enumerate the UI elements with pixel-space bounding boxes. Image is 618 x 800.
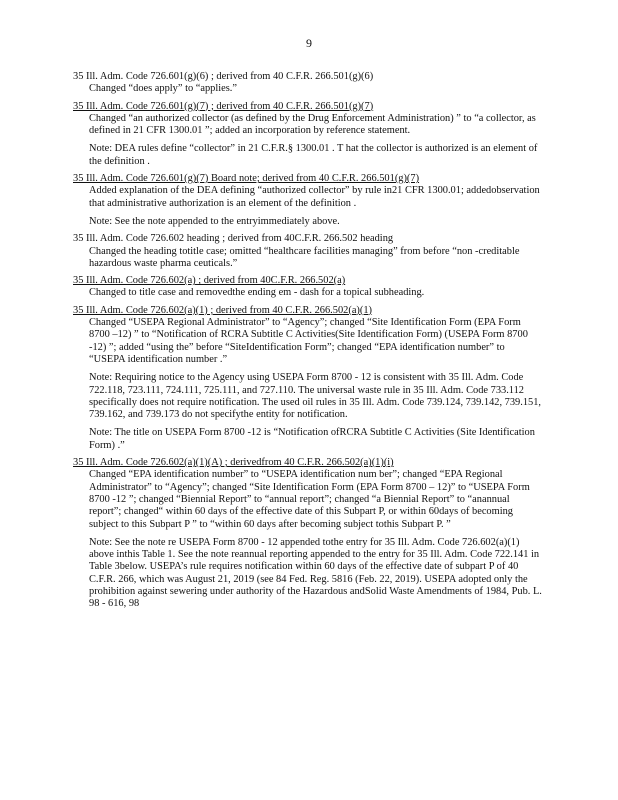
entry-change-description: Changed to title case and removedthe ending em - dash for a topical subheading. [89,287,425,299]
table-entry [73,173,543,228]
entry-change-description: Changed “USEPA Regional Administrator” to “Agency”; changed “Site Identification Form (EPA Form 8700 –12) ” to “Notification of RCRA Subtitle C Activities(Site Identification Form) (USEPA Form 8700 -12) ”; added “using the” before “SiteIdentification Form”; changed “EPA identification number” to “USEPA identification number .” [89,317,528,365]
entry-change-description: Changed the heading totitle case; omitted “healthcare facilities managing” from before “non -creditable hazardous waste pharma ceuticals.” [89,245,520,269]
table-entry [73,233,543,270]
table-entry [73,101,543,168]
entry-citation: 35 Ill. Adm. Code 726.601(g)(6) ; derived from 40 C.F.R. 266.501(g)(6) [73,71,374,82]
table-entry [73,305,543,452]
page-number: 9 [306,36,312,50]
entry-note: Note: DEA rules define “collector” in 21 C.F.R.§ 1300.01 . T hat the collector is authorized is an element of the definition . [89,143,538,167]
entry-note: Note: The title on USEPA Form 8700 -12 is “Notification ofRCRA Subtitle C Activities (Site Identification Form) .” [89,427,535,451]
entry-citation: 35 Ill. Adm. Code 726.602 heading ; derived from 40C.F.R. 266.502 heading [73,233,394,245]
table-entry [73,457,543,611]
entry-citation: 35 Ill. Adm. Code 726.602(a)(1)(A) ; derivedfrom 40 C.F.R. 266.502(a)(1)(i) [73,457,394,469]
entry-change-description: Changed “an authorized collector (as defined by the Drug Enforcement Administration) ” to “a collector, as defined in 21 CFR 1300.01 ”; added an incorporation by reference statement. [89,112,536,137]
table-entry [73,71,543,96]
table-entry [73,275,543,300]
entry-citation: 35 Ill. Adm. Code 726.602(a)(1) ; derived from 40 C.F.R. 266.502(a)(1) [73,304,373,316]
entry-note: Note: Requiring notice to the Agency using USEPA Form 8700 - 12 is consistent with 35 Ill. Adm. Code 722.118, 723.111, 724.111, 725.111, and 727.110. The universal waste rule in 35 Ill. Adm. Code 733.112 specifically does not require notification. The used oil rules in 35 Ill. Adm. Code 739.124, 739.142, 739.151, 739.162, and 739.173 do not specifythe entity for notification. [89,372,542,421]
entry-citation: 35 Ill. Adm. Code 726.601(g)(7) ; derived from 40 C.F.R. 266.501(g)(7) [73,100,374,112]
entry-note: Note: See the note appended to the entryimmediately above. [89,215,340,227]
entry-citation: 35 Ill. Adm. Code 726.601(g)(7) Board note; derived from 40 C.F.R. 266.501(g)(7) [73,173,420,185]
entry-change-description: Changed “does apply” to “applies.” [89,83,238,95]
entry-note: Note: See the note re USEPA Form 8700 - 12 appended tothe entry for 35 Ill. Adm. Code 726.602(a)(1) above inthis Table 1. See the note reannual reporting appended to the entry for 35 Ill. Adm. Code 722.141 in Table 3below. USEPA’s rule requires notification within 60 days of the effective date of subpart P of 40 C.F.R. 266, which was August 21, 2019 (see 84 Fed. Reg. 5816 (Feb. 22, 2019). USEPA adopted only the prohibition against sewering under authority of the Hazardous andSolid Waste Amendments of 1984, Pub. L. 98 - 616, 98 [89,536,542,610]
entry-citation: 35 Ill. Adm. Code 726.602(a) ; derived from 40C.F.R. 266.502(a) [73,275,346,287]
table-entries [73,71,543,616]
entry-change-description: Added explanation of the DEA defining “authorized collector” by rule in21 CFR 1300.01; addedobservation that administrative authorization is an element of the definition . [89,185,540,209]
entry-change-description: Changed “EPA identification number” to “USEPA identification num ber”; changed “EPA Regional Administrator” to “Agency”; changed “Site Identification Form (EPA Form 8700 – 12)” to “USEPA Form 8700 -12 ”; changed “Biennial Report” to “annual report”; changed “a Biennial Report” to “anannual report”; changed“ within 60 days of the effective date of this Subpart P, or within 60days of becoming subject to this Subpart P ” to “within 60 days after becoming subject tothis Subpart P. ” [89,469,530,530]
